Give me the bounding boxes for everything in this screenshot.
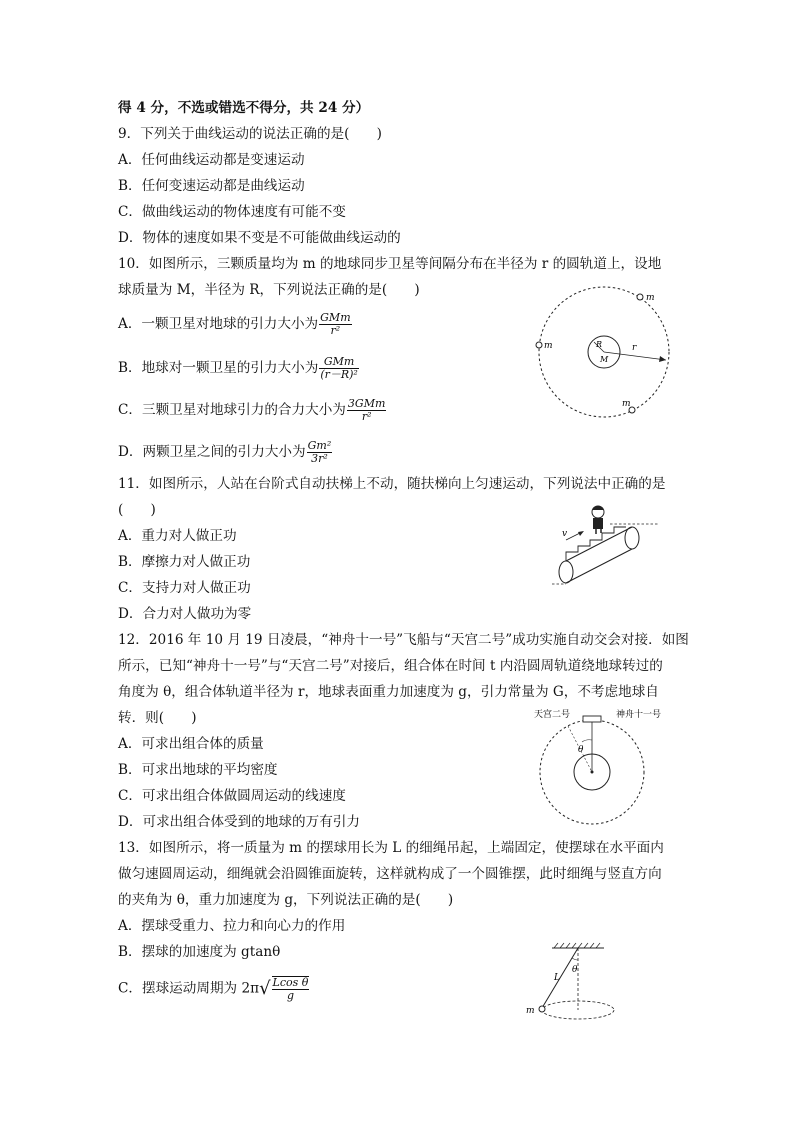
label-m: m	[526, 1006, 535, 1016]
q10-stem-line1: 10．如图所示，三颗质量均为 m 的地球同步卫星等间隔分布在半径为 r 的圆轨道上，设地	[118, 256, 662, 272]
fraction-denominator: r²	[361, 410, 372, 423]
q12-stem-line4: 转．则( )	[118, 710, 197, 726]
fraction-denominator: 3r²	[311, 452, 328, 465]
q10-option-d-text: D．两颗卫星之间的引力大小为	[118, 444, 306, 460]
q11-option-d: D．合力对人做功为零	[118, 606, 252, 622]
q12-orbit-figure	[532, 704, 692, 834]
orbit-radius-line	[604, 352, 666, 360]
q13-option-c	[118, 976, 309, 1002]
q10-option-b	[118, 356, 359, 381]
q10-orbit-figure	[530, 282, 680, 422]
q13-option-c-text: C．摆球运动周期为 2π	[118, 980, 260, 997]
q10-option-c-text: C．三颗卫星对地球引力的合力大小为	[118, 402, 346, 418]
angle-arc	[582, 740, 592, 742]
fraction-numerator: GMm	[319, 356, 359, 369]
label-r: r	[632, 343, 637, 353]
q11-option-a: A．重力对人做正功	[118, 528, 237, 544]
bottom-roller	[559, 561, 573, 583]
fraction-numerator: GMm	[320, 311, 351, 324]
label-tiangong: 天宫二号	[534, 710, 571, 720]
q9-option-d: D．物体的速度如果不变是不可能做曲线运动的	[118, 230, 401, 246]
q10-option-c-fraction	[347, 398, 386, 423]
q12-option-a: A．可求出组合体的质量	[118, 736, 264, 752]
fraction-denominator: (r－R)²	[320, 368, 358, 381]
q11-stem-line2: ( )	[118, 502, 156, 518]
q9-stem: 9．下列关于曲线运动的说法正确的是( )	[118, 126, 382, 142]
q10-option-d-fraction	[307, 440, 333, 465]
label-v: v	[562, 529, 568, 539]
label-m-bottom: m	[622, 399, 631, 409]
q10-option-d	[118, 440, 332, 465]
q13-stem-line3: 的夹角为 θ，重力加速度为 g，下列说法正确的是( )	[118, 892, 454, 908]
q11-option-c: C．支持力对人做正功	[118, 580, 251, 596]
q10-option-b-text: B．地球对一颗卫星的引力大小为	[118, 360, 319, 376]
satellite-top	[637, 294, 643, 300]
q10-stem-line2: 球质量为 M，半径为 R，下列说法正确的是( )	[118, 282, 420, 298]
label-theta: θ	[578, 745, 584, 755]
fraction-numerator: Lcos θ	[272, 976, 309, 989]
q13-option-c-fraction	[272, 976, 310, 1002]
q10-option-a-fraction	[319, 312, 351, 337]
ceiling-hatch	[554, 943, 600, 948]
q13-pendulum-figure	[524, 942, 644, 1024]
person-hair	[592, 506, 604, 510]
label-L: L	[554, 973, 560, 983]
velocity-arrow-icon	[578, 531, 584, 536]
label-theta: θ	[572, 965, 578, 975]
sqrt-icon: √	[259, 978, 271, 999]
q12-stem-line2: 所示，已知“神舟十一号”与“天宫二号”对接后，组合体在时间 t 内沿圆周轨道绕地球转过的	[118, 658, 663, 674]
q12-stem-line3: 角度为 θ，组合体轨道半径为 r，地球表面重力加速度为 g，引力常量为 G，不考虑地球自	[118, 684, 659, 700]
q13-option-a: A．摆球受重力、拉力和向心力的作用	[118, 918, 346, 934]
person-body	[593, 518, 603, 529]
q13-stem-line1: 13．如图所示，将一质量为 m 的摆球用长为 L 的细绳吊起，上端固定，使摆球在水平面内	[118, 840, 664, 856]
q11-option-b: B．摩擦力对人做正功	[118, 554, 251, 570]
q12-option-c: C．可求出组合体做圆周运动的线速度	[118, 788, 346, 804]
label-shenzhou: 神舟十一号	[616, 710, 662, 720]
q10-option-a	[118, 312, 352, 337]
q10-option-c	[118, 398, 386, 423]
q12-option-d: D．可求出组合体受到的地球的万有引力	[118, 814, 360, 830]
label-m-top: m	[646, 293, 655, 303]
fraction-denominator: g	[286, 989, 294, 1002]
q9-option-b: B．任何变速运动都是曲线运动	[118, 178, 305, 194]
q11-escalator-figure	[552, 500, 672, 592]
q10-option-b-fraction	[319, 356, 359, 381]
arrow-head-icon	[659, 356, 666, 362]
angle-arc	[572, 958, 578, 960]
q11-stem-line1: 11．如图所示，人站在台阶式自动扶梯上不动，随扶梯向上匀速运动，下列说法中正确的是	[118, 476, 666, 492]
top-roller	[625, 527, 639, 549]
fraction-numerator: 3GMm	[347, 397, 386, 410]
section-header: 得 4 分，不选或错选不得分，共 24 分）	[118, 100, 370, 116]
q10-option-a-text: A．一颗卫星对地球的引力大小为	[118, 316, 319, 332]
pendulum-bob	[539, 1006, 545, 1012]
spacecraft-icon	[583, 716, 601, 722]
string-line	[542, 948, 578, 1008]
fraction-numerator: Gm²	[307, 439, 332, 452]
q12-stem-line1: 12．2016 年 10 月 19 日凌晨，“神舟十一号”飞船与“天宫二号”成功实施自动交会对接．如图	[118, 632, 689, 648]
q12-option-b: B．可求出地球的平均密度	[118, 762, 278, 778]
q13-stem-line2: 做匀速圆周运动，细绳就会沿圆锥面旋转，这样就构成了一个圆锥摆，此时细绳与竖直方向	[118, 866, 662, 882]
label-m-left: m	[544, 341, 553, 351]
label-M: M	[600, 355, 609, 364]
label-R: R	[596, 340, 603, 349]
q9-option-a: A．任何曲线运动都是变速运动	[118, 152, 305, 168]
fraction-denominator: r²	[330, 324, 341, 337]
escalator-top-edge	[566, 527, 632, 561]
q9-option-c: C．做曲线运动的物体速度有可能不变	[118, 204, 346, 220]
q13-option-b: B．摆球的加速度为 gtanθ	[118, 944, 281, 960]
escalator-bottom-edge	[566, 549, 632, 583]
satellite-left	[536, 342, 542, 348]
